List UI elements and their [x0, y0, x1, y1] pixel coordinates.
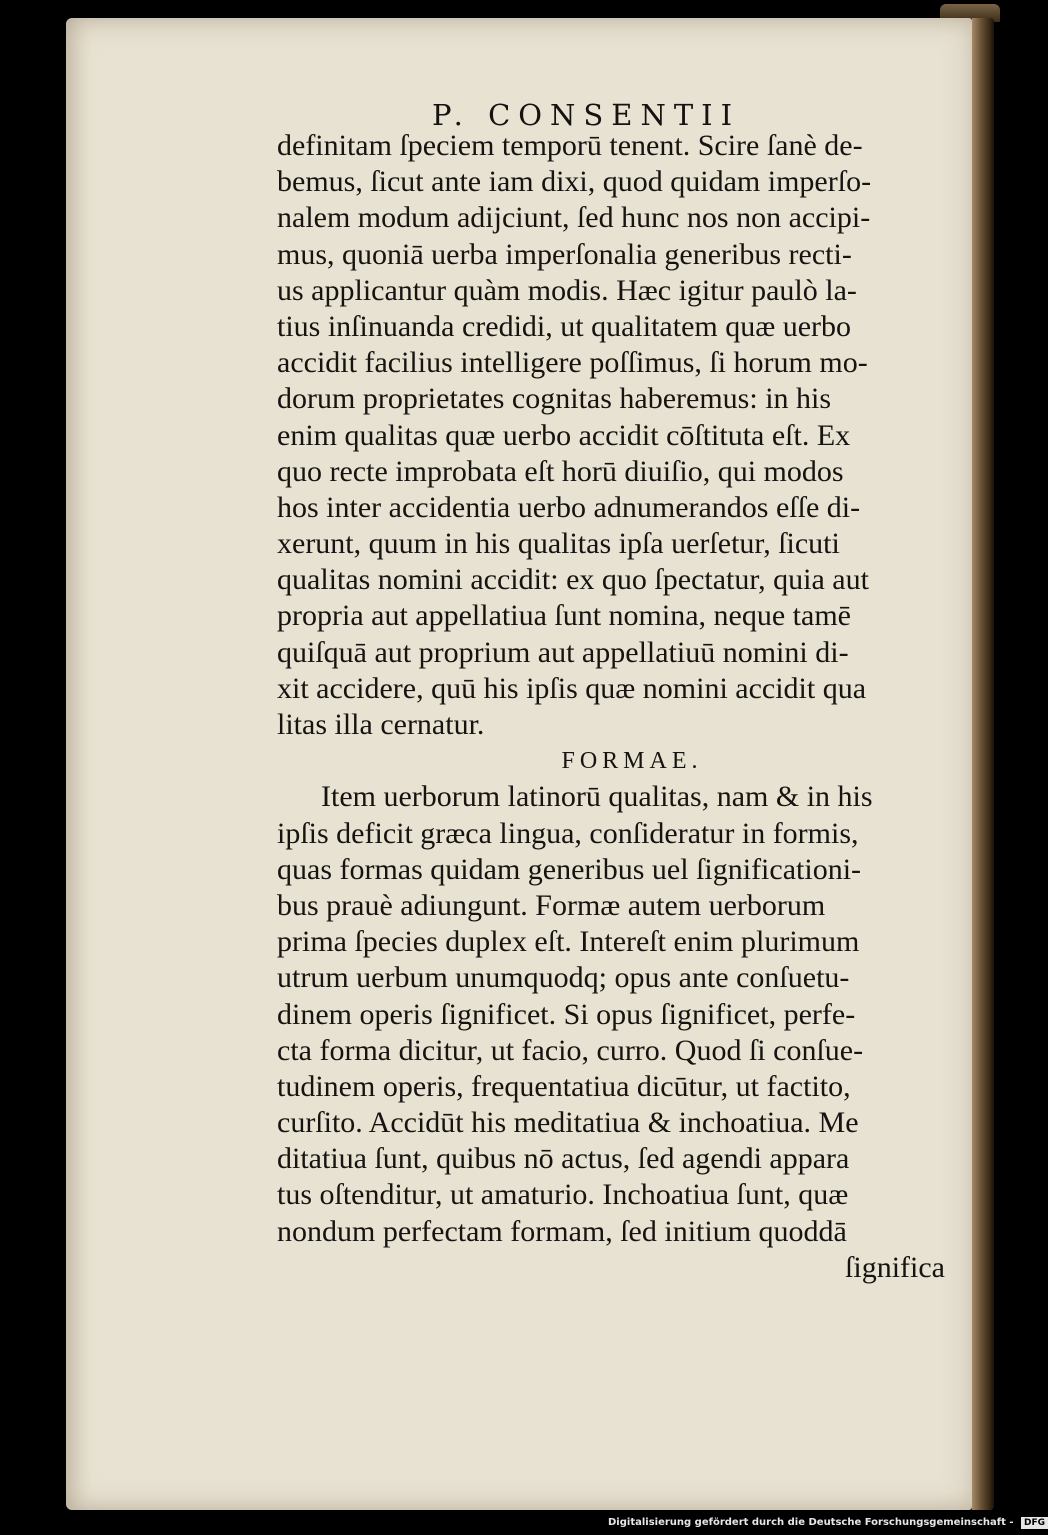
text-line: Item uerborum latinorū qualitas, nam & in his: [321, 780, 873, 814]
text-line: definitam ſpeciem temporū tenent. Scire ſanè de-: [277, 129, 863, 162]
book-edge: [972, 18, 994, 1510]
digitization-credit: [608, 1517, 1048, 1529]
text-line: dinem operis ſignificet. Si opus ſignificet, perfe-: [277, 997, 856, 1031]
text-line: cta forma dicitur, ut facio, curro. Quod ſi conſue-: [277, 1033, 864, 1067]
text-line: ditatiua ſunt, quibus nō actus, ſed agendi appara: [277, 1142, 850, 1176]
text-line: mus, quoniā uerba imperſonalia generibus recti-: [277, 237, 852, 271]
dfg-logo: DFG: [1021, 1517, 1048, 1529]
text-line: tius inſinuanda credidi, ut qualitatem quæ uerbo: [277, 309, 852, 343]
text-line: quiſquā aut proprium aut appellatiuū nomini di-: [277, 635, 849, 669]
credit-text: Digitalisierung gefördert durch die Deutsche Forschungsgemeinschaft -: [608, 1517, 1014, 1528]
page-text: [277, 128, 957, 1286]
text-line: accidit facilius intelligere poſſimus, ſi horum mo-: [277, 346, 868, 380]
text-line: nalem modum adijciunt, ſed hunc nos non accipi-: [277, 201, 871, 235]
text-line: xerunt, quum in his qualitas ipſa uerſetur, ſicuti: [277, 527, 840, 561]
text-line: utrum uerbum unumquodq; opus ante conſuetu-: [277, 961, 850, 995]
text-line: qualitas nomini accidit: ex quo ſpectatur, quia aut: [277, 563, 869, 597]
catchword: ſignifica: [845, 1250, 945, 1284]
text-line: enim qualitas quæ uerbo accidit cōſtituta eſt. Ex: [277, 418, 851, 452]
text-line: hos inter accidentia uerbo adnumerandos eſſe di-: [277, 490, 861, 524]
text-line: tudinem operis, frequentatiua dicūtur, ut factito,: [277, 1069, 851, 1103]
text-line: ipſis deficit græca lingua, conſideratur in formis,: [277, 816, 859, 850]
text-line: bus prauè adiungunt. Formæ autem uerborum: [277, 888, 826, 922]
text-line: prima ſpecies duplex eſt. Intereſt enim plurimum: [277, 925, 860, 959]
text-line: xit accidere, quū his ipſis quæ nomini accidit qua: [277, 671, 867, 705]
running-head: P. CONSENTII: [432, 98, 741, 132]
text-line: quo recte improbata eſt horū diuiſio, qui modos: [277, 454, 844, 488]
text-line: curſito. Accidūt his meditatiua & inchoatiua. Me: [277, 1106, 859, 1140]
text-line: nondum perfectam formam, ſed initium quoddā: [277, 1214, 847, 1248]
text-line: litas illa cernatur.: [277, 708, 485, 741]
text-line: tus oſtenditur, ut amaturio. Inchoatiua ſunt, quæ: [277, 1178, 849, 1212]
text-line: quas formas quidam generibus uel ſignificationi-: [277, 852, 862, 886]
text-line: bemus, ſicut ante iam dixi, quod quidam imperſo-: [277, 165, 872, 199]
text-line: us applicantur quàm modis. Hæc igitur paulò la-: [277, 273, 857, 307]
section-heading: FORMAE.: [561, 748, 703, 775]
text-line: propria aut appellatiua ſunt nomina, neque tamē: [277, 599, 851, 633]
text-line: dorum proprietates cognitas haberemus: in his: [277, 382, 832, 416]
